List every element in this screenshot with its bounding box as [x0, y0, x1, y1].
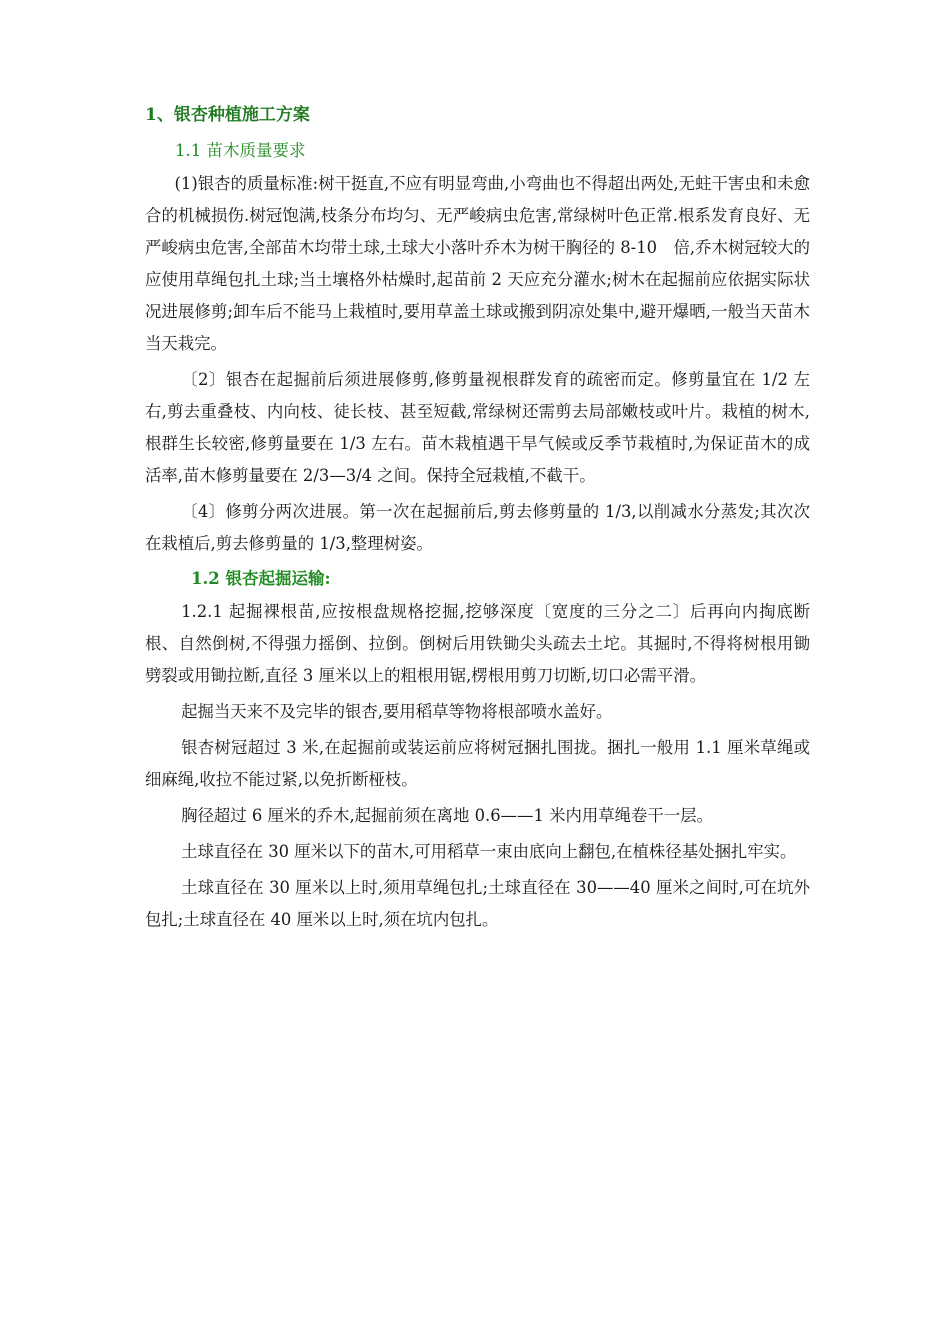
paragraph-bind-crown: 银杏树冠超过 3 米,在起掘前或装运前应将树冠捆扎围拢。捆扎一般用 1.1 厘米草绳或细麻绳,收拉不能过紧,以免折断桠枝。 — [145, 738, 810, 789]
paragraph-wrap-trunk: 胸径超过 6 厘米的乔木,起掘前须在离地 0.6——1 米内用草绳卷干一层。 — [181, 806, 713, 825]
section-heading-1-2: 1.2 银杏起掘运输: — [191, 569, 331, 588]
document-title: 1、银杏种植施工方案 — [145, 105, 310, 125]
paragraph-large-root-ball: 土球直径在 30 厘米以上时,须用草绳包扎;土球直径在 30——40 厘米之间时,可在坑外包扎;土球直径在 40 厘米以上时,须在坑内包扎。 — [145, 878, 810, 929]
paragraph-pruning-two-stages: 〔4〕修剪分两次进展。第一次在起掘前后,剪去修剪量的 1/3,以削减水分蒸发;其次次在栽植后,剪去修剪量的 1/3,整理树姿。 — [145, 502, 810, 553]
document-body — [145, 100, 810, 940]
paragraph-cover-roots: 起掘当天来不及完毕的银杏,要用稻草等物将根部喷水盖好。 — [181, 702, 613, 721]
paragraph-quality-standard: (1)银杏的质量标准:树干挺直,不应有明显弯曲,小弯曲也不得超出两处,无蛀干害虫和未愈合的机械损伤.树冠饱满,枝条分布均匀、无严峻病虫危害,常绿树叶色正常.根系发育良好、无严峻病虫危害,全部苗木均带土球,土球大小落叶乔木为树干胸径的 8-10 倍,乔木树冠较大的应使用草绳包扎土球;当土壤格外枯燥时,起苗前 2 天应充分灌水;树木在起掘前应依据实际状况进展修剪;卸车后不能马上栽植时,要用草盖土球或搬到阴凉处集中,避开爆晒,一般当天苗木当天栽完。 — [145, 174, 810, 353]
section-heading-1-1: 1.1 苗木质量要求 — [175, 141, 306, 160]
paragraph-pruning-before-digging: 〔2〕银杏在起掘前后须进展修剪,修剪量视根群发育的疏密而定。修剪量宜在 1/2 左右,剪去重叠枝、内向枝、徒长枝、甚至短截,常绿树还需剪去局部嫩枝或叶片。栽植的树木,根群生长较密,修剪量要在 1/3 左右。苗木栽植遇干旱气候或反季节栽植时,为保证苗木的成活率,苗木修剪量要在 2/3—3/4 之间。保持全冠栽植,不截干。 — [145, 370, 810, 485]
paragraph-bare-root-digging: 1.2.1 起掘裸根苗,应按根盘规格挖掘,挖够深度〔宽度的三分之二〕后再向内掏底断根、自然倒树,不得强力摇倒、拉倒。倒树后用铁锄尖头疏去土坨。其掘时,不得将树根用锄劈裂或用锄拉断,直径 3 厘米以上的粗根用锯,楞根用剪刀切断,切口必需平滑。 — [145, 602, 810, 685]
paragraph-small-root-ball: 土球直径在 30 厘米以下的苗木,可用稻草一束由底向上翻包,在植株径基处捆扎牢实。 — [181, 842, 797, 861]
